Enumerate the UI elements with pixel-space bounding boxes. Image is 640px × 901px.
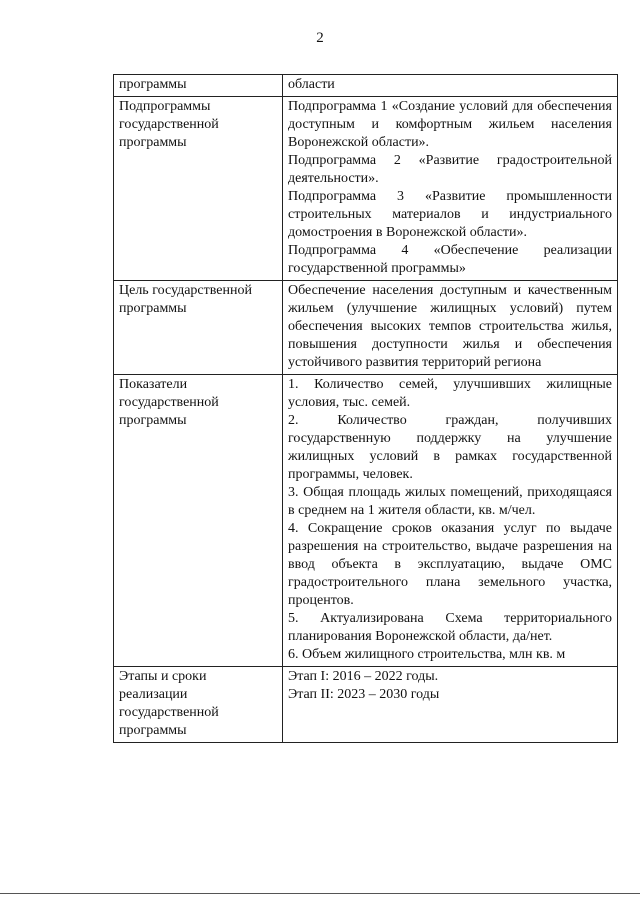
row-content (283, 281, 618, 375)
subprogram-3: Подпрограмма 3 «Развитие промышленности строительных материалов и индустриального домостроения в Воронежской области». (288, 189, 612, 240)
row-label: Подпрограммы государственной программы (114, 97, 283, 281)
table-row (114, 75, 618, 97)
stage-2: Этап II: 2023 – 2030 годы (288, 687, 440, 702)
content-paragraph: области (288, 77, 335, 92)
indicator-4: 4. Сокращение сроков оказания услуг по выдаче разрешения на строительство, выдаче разрешения на ввод объекта в эксплуатацию, выдаче ОМС градостроительного плана земельного участка, процентов. (288, 521, 612, 608)
subprogram-1: Подпрограмма 1 «Создание условий для обеспечения доступным и комфортным жильем населения Воронежской области». (288, 99, 612, 150)
table-row (114, 667, 618, 743)
table-row (114, 375, 618, 667)
row-content (283, 375, 618, 667)
indicator-5: 5. Актуализирована Схема территориального планирования Воронежской области, да/нет. (288, 611, 612, 644)
row-content (283, 667, 618, 743)
row-content (283, 75, 618, 97)
subprogram-2: Подпрограмма 2 «Развитие градостроительной деятельности». (288, 153, 612, 186)
indicator-6: 6. Объем жилищного строительства, млн кв. м (288, 647, 566, 662)
indicator-2: 2. Количество граждан, получивших государственную поддержку на улучшение жилищных условий в рамках государственной программы, человек. (288, 413, 612, 482)
row-label: Этапы и сроки реализации государственной программы (114, 667, 283, 743)
row-label: Показатели государственной программы (114, 375, 283, 667)
subprogram-4: Подпрограмма 4 «Обеспечение реализации государственной программы» (288, 243, 612, 276)
program-passport-table (113, 74, 618, 743)
table-row (114, 281, 618, 375)
row-label: программы (114, 75, 283, 97)
stage-1: Этап I: 2016 – 2022 годы. (288, 669, 439, 684)
table-row (114, 97, 618, 281)
indicator-3: 3. Общая площадь жилых помещений, приходящаяся в среднем на 1 жителя области, кв. м/чел. (288, 485, 612, 518)
row-content (283, 97, 618, 281)
bottom-divider (0, 893, 640, 894)
indicator-1: 1. Количество семей, улучшивших жилищные условия, тыс. семей. (288, 377, 612, 410)
page-number: 2 (316, 30, 324, 46)
row-label: Цель государственной программы (114, 281, 283, 375)
program-goal: Обеспечение населения доступным и качественным жильем (улучшение жилищных условий) путем обеспечения высоких темпов строительства жилья, повышения доступности жилья и обеспечения устойчивого развития территорий региона (288, 283, 612, 370)
